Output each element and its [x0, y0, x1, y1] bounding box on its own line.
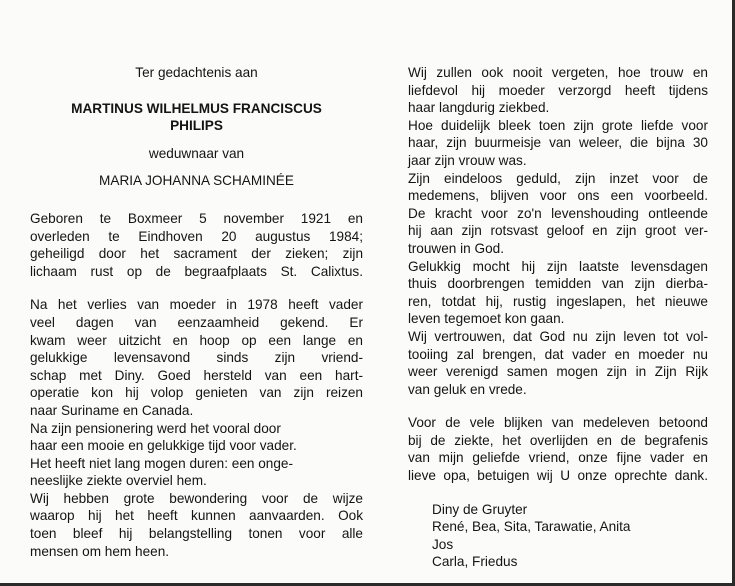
text-line: weer verenigd samen mogen zijn in Zijn Rijk: [408, 364, 708, 380]
widower-of-label: weduwnaar van: [148, 145, 245, 161]
text-line: veel dagen van eenzaamheid gekend. Er: [30, 314, 363, 330]
in-memory-heading: Ter gedachtenis aan: [135, 65, 258, 80]
text-line: bij de ziekte, het overlijden en de begrafenis: [408, 432, 708, 448]
text-line: van geluk en vrede.: [408, 381, 527, 397]
text-line: Zijn eindeloos geduld, zijn inzet voor de: [408, 170, 708, 186]
signature-line: Diny de Gruyter: [432, 501, 528, 517]
text-line: geheiligd door het sacrament der zieken; zijn: [30, 246, 363, 262]
text-line: thuis doorbrengen temidden van zijn dierba-: [408, 276, 708, 292]
remembrance-paragraph: [408, 64, 708, 398]
text-line: operatie kon hij volop genieten van zijn reizen: [30, 385, 363, 401]
text-line: hij aan zijn rotsvast geloof en zijn groot ver-: [408, 223, 708, 239]
text-line: tooiing zal brengen, dat vader en moeder nu: [408, 346, 708, 362]
text-line: mensen om hem heen.: [30, 543, 170, 559]
text-line: lieve opa, betuigen wij U onze oprechte dank.: [408, 468, 708, 484]
text-line: naar Suriname en Canada.: [30, 402, 194, 418]
text-line: Wij hebben grote bewondering voor de wijze: [30, 490, 363, 506]
text-line: jaar zijn vrouw was.: [408, 152, 527, 168]
deceased-name-line1: MARTINUS WILHELMUS FRANCISCUS: [71, 100, 322, 116]
text-line: gelukkige levensavond sinds zijn vriend-: [30, 350, 363, 366]
text-line: Wij vertrouwen, dat God nu zijn leven tot vol-: [408, 328, 708, 344]
text-line: schap met Diny. Goed hersteld van een hart-: [30, 367, 363, 383]
text-line: van mijn geliefde vriend, onze fijne vader en: [408, 450, 708, 466]
text-line: haar, zijn buurmeisje van weleer, die bijna 30: [408, 135, 708, 151]
text-line: overleden te Eindhoven 20 augustus 1984;: [30, 228, 363, 244]
deceased-name-line2: PHILIPS: [170, 118, 223, 134]
text-line: leven tegemoet kon gaan.: [408, 311, 565, 327]
text-line: Het heeft niet lang mogen duren: een onge-: [30, 455, 294, 471]
left-column: [30, 64, 363, 560]
text-line: Na het verlies van moeder in 1978 heeft vader: [30, 297, 363, 313]
signature-line: René, Bea, Sita, Tarawatie, Anita: [432, 519, 631, 535]
thanks-paragraph: [408, 414, 708, 484]
text-line: Voor de vele blijken van medeleven betoond: [408, 415, 708, 431]
text-line: neeslijke ziekte overviel hem.: [30, 473, 207, 489]
text-line: haar langdurig ziekbed.: [408, 100, 550, 116]
text-line: De kracht voor zo'n levenshouding ontleende: [408, 205, 708, 221]
right-column: [408, 64, 708, 571]
spouse-name: MARIA JOHANNA SCHAMINÉE: [99, 173, 294, 189]
text-line: lichaam rust op de begraafplaats St. Calixtus.: [30, 263, 363, 279]
text-line: liefdevol hij moeder verzorgd heeft tijdens: [408, 82, 708, 98]
text-line: Wij zullen ook nooit vergeten, hoe trouw en: [408, 65, 708, 80]
text-line: medemens, blijven voor ons een voorbeeld.: [408, 188, 708, 204]
signature-line: Carla, Friedus: [432, 554, 518, 570]
text-line: haar een mooie en gelukkige tijd voor vader.: [30, 438, 297, 454]
text-line: kwam weer uitzicht en hoop op een lange en: [30, 332, 363, 348]
life-story-paragraph: [30, 296, 363, 560]
text-line: Gelukkig mocht hij zijn laatste levensdagen: [408, 258, 708, 274]
text-line: ren, totdat hij, rustig ingeslapen, het nieuwe: [408, 293, 708, 309]
text-line: toen bleef hij belangstelling tonen voor alle: [30, 526, 363, 542]
signatures: [408, 501, 708, 571]
text-line: Na zijn pensionering werd het vooral door: [30, 420, 281, 436]
text-line: Hoe duidelijk bleek toen zijn grote liefde voor: [408, 117, 708, 133]
text-line: trouwen in God.: [408, 240, 504, 256]
text-line: waarop hij het heeft kunnen aanvaarden. Ook: [30, 508, 363, 524]
text-line: Geboren te Boxmeer 5 november 1921 en: [30, 210, 363, 226]
signature-line: Jos: [432, 536, 454, 552]
birth-death-paragraph: [30, 210, 363, 280]
